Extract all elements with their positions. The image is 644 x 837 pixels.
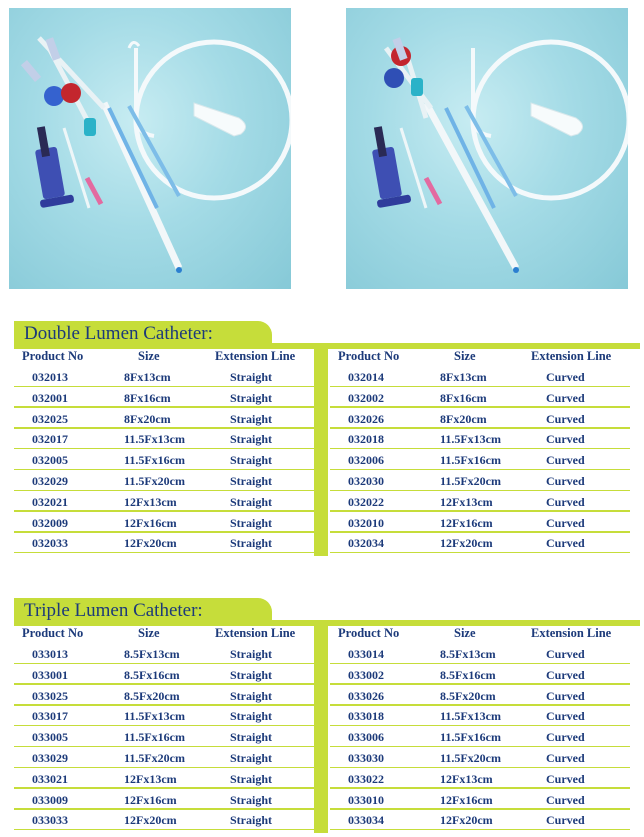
header-product-no: Product No bbox=[338, 349, 400, 363]
row-separator bbox=[330, 469, 630, 471]
table-header bbox=[14, 349, 314, 367]
row-separator bbox=[330, 704, 630, 706]
extension-line-cell: Curved bbox=[546, 709, 585, 724]
product-no-cell: 033021 bbox=[32, 771, 68, 786]
size-cell: 11.5Fx16cm bbox=[440, 453, 501, 468]
product-no-cell: 033034 bbox=[348, 813, 384, 828]
table-row bbox=[330, 471, 630, 491]
row-separator bbox=[330, 663, 630, 665]
row-separator bbox=[14, 386, 314, 388]
size-cell: 8.5Fx20cm bbox=[124, 688, 180, 703]
row-separator bbox=[330, 746, 630, 748]
size-cell: 8.5Fx16cm bbox=[440, 667, 496, 682]
extension-line-cell: Curved bbox=[546, 771, 585, 786]
product-no-cell: 032006 bbox=[348, 453, 384, 468]
extension-line-cell: Straight bbox=[230, 667, 272, 682]
product-no-cell: 033030 bbox=[348, 751, 384, 765]
size-cell: 12Fx20cm bbox=[440, 536, 493, 551]
table-row bbox=[330, 367, 630, 387]
product-no-cell: 033002 bbox=[348, 667, 384, 682]
size-cell: 11.5Fx13cm bbox=[440, 432, 501, 447]
section-banner-double bbox=[14, 321, 272, 349]
table-row bbox=[14, 748, 314, 768]
size-cell: 8.5Fx16cm bbox=[124, 667, 180, 682]
extension-line-cell: Straight bbox=[230, 709, 272, 724]
product-no-cell: 032021 bbox=[32, 494, 68, 509]
size-cell: 12Fx13cm bbox=[440, 494, 493, 509]
product-no-cell: 033014 bbox=[348, 647, 384, 661]
catheter-kit-photo-right bbox=[346, 8, 628, 289]
extension-line-cell: Straight bbox=[230, 730, 272, 745]
row-separator bbox=[330, 787, 630, 789]
size-cell: 8.5Fx20cm bbox=[440, 688, 496, 703]
header-extension-line: Extension Line bbox=[531, 626, 612, 640]
size-cell: 11.5Fx13cm bbox=[124, 709, 185, 724]
product-no-cell: 032033 bbox=[32, 536, 68, 551]
size-cell: 8Fx13cm bbox=[440, 370, 487, 384]
size-cell: 12Fx16cm bbox=[124, 515, 177, 530]
header-size: Size bbox=[138, 626, 160, 640]
size-cell: 11.5Fx13cm bbox=[124, 432, 185, 447]
size-cell: 8.5Fx13cm bbox=[124, 647, 180, 661]
section-banner-triple bbox=[14, 598, 272, 626]
catheter-kit-illustration bbox=[346, 8, 628, 289]
product-no-cell: 033029 bbox=[32, 751, 68, 765]
extension-line-cell: Curved bbox=[546, 536, 585, 551]
catheter-kit-illustration bbox=[9, 8, 291, 289]
table-half-right bbox=[330, 626, 630, 833]
table-half-right bbox=[330, 349, 630, 556]
row-separator bbox=[330, 406, 630, 408]
size-cell: 11.5Fx20cm bbox=[440, 474, 501, 488]
size-cell: 8Fx16cm bbox=[440, 390, 487, 405]
extension-line-cell: Curved bbox=[546, 688, 585, 703]
table-half-left bbox=[14, 349, 314, 556]
row-separator bbox=[330, 510, 630, 512]
table-row bbox=[330, 429, 630, 449]
size-cell: 11.5Fx16cm bbox=[440, 730, 501, 745]
product-no-cell: 032030 bbox=[348, 474, 384, 488]
row-separator bbox=[330, 427, 630, 429]
extension-line-cell: Straight bbox=[230, 370, 272, 384]
product-no-cell: 032025 bbox=[32, 411, 68, 426]
table-row bbox=[14, 429, 314, 449]
row-separator bbox=[14, 746, 314, 748]
table-row bbox=[330, 790, 630, 810]
product-no-cell: 033009 bbox=[32, 792, 68, 807]
product-no-cell: 032018 bbox=[348, 432, 384, 447]
extension-line-cell: Curved bbox=[546, 411, 585, 426]
row-separator bbox=[14, 469, 314, 471]
size-cell: 12Fx20cm bbox=[124, 536, 177, 551]
row-separator bbox=[14, 663, 314, 665]
table-row bbox=[14, 769, 314, 789]
product-no-cell: 032034 bbox=[348, 536, 384, 551]
extension-line-cell: Straight bbox=[230, 813, 272, 828]
table-row bbox=[330, 644, 630, 664]
table-row bbox=[14, 409, 314, 429]
extension-line-cell: Straight bbox=[230, 688, 272, 703]
row-separator bbox=[14, 767, 314, 769]
row-separator bbox=[330, 386, 630, 388]
table-divider bbox=[314, 626, 328, 833]
table-row bbox=[14, 533, 314, 553]
row-separator bbox=[14, 448, 314, 450]
size-cell: 11.5Fx20cm bbox=[124, 474, 185, 488]
extension-line-cell: Straight bbox=[230, 751, 272, 765]
table-row bbox=[14, 388, 314, 408]
row-separator bbox=[330, 767, 630, 769]
extension-line-cell: Curved bbox=[546, 432, 585, 447]
extension-line-cell: Curved bbox=[546, 515, 585, 530]
header-size: Size bbox=[454, 349, 476, 363]
row-separator bbox=[330, 683, 630, 685]
table-row bbox=[14, 706, 314, 726]
size-cell: 11.5Fx20cm bbox=[440, 751, 501, 765]
product-no-cell: 033022 bbox=[348, 771, 384, 786]
extension-line-cell: Straight bbox=[230, 474, 272, 488]
table-row bbox=[14, 367, 314, 387]
product-table-triple bbox=[14, 626, 630, 833]
product-no-cell: 033026 bbox=[348, 688, 384, 703]
extension-line-cell: Straight bbox=[230, 390, 272, 405]
header-size: Size bbox=[138, 349, 160, 363]
extension-line-cell: Straight bbox=[230, 453, 272, 468]
section-title: Double Lumen Catheter: bbox=[24, 323, 213, 344]
row-separator bbox=[330, 829, 630, 831]
row-separator bbox=[330, 552, 630, 554]
row-separator bbox=[14, 808, 314, 810]
product-no-cell: 032001 bbox=[32, 390, 68, 405]
extension-line-cell: Straight bbox=[230, 792, 272, 807]
size-cell: 12Fx13cm bbox=[124, 771, 177, 786]
size-cell: 12Fx13cm bbox=[440, 771, 493, 786]
table-row bbox=[14, 665, 314, 685]
row-separator bbox=[14, 725, 314, 727]
table-row bbox=[330, 492, 630, 512]
table-header bbox=[14, 626, 314, 644]
size-cell: 11.5Fx16cm bbox=[124, 730, 185, 745]
header-size: Size bbox=[454, 626, 476, 640]
product-no-cell: 033018 bbox=[348, 709, 384, 724]
row-separator bbox=[14, 683, 314, 685]
table-header bbox=[330, 349, 630, 367]
size-cell: 8Fx20cm bbox=[440, 411, 487, 426]
extension-line-cell: Curved bbox=[546, 667, 585, 682]
row-separator bbox=[14, 552, 314, 554]
size-cell: 12Fx16cm bbox=[440, 792, 493, 807]
table-row bbox=[14, 727, 314, 747]
size-cell: 8.5Fx13cm bbox=[440, 647, 496, 661]
product-no-cell: 032014 bbox=[348, 370, 384, 384]
header-product-no: Product No bbox=[338, 626, 400, 640]
size-cell: 11.5Fx20cm bbox=[124, 751, 185, 765]
product-no-cell: 032010 bbox=[348, 515, 384, 530]
table-row bbox=[14, 686, 314, 706]
table-divider bbox=[314, 349, 328, 556]
extension-line-cell: Straight bbox=[230, 494, 272, 509]
extension-line-cell: Straight bbox=[230, 432, 272, 447]
table-row bbox=[14, 644, 314, 664]
row-separator bbox=[14, 704, 314, 706]
extension-line-cell: Curved bbox=[546, 494, 585, 509]
product-no-cell: 032002 bbox=[348, 390, 384, 405]
product-no-cell: 032009 bbox=[32, 515, 68, 530]
product-no-cell: 033006 bbox=[348, 730, 384, 745]
table-row bbox=[330, 748, 630, 768]
product-no-cell: 032022 bbox=[348, 494, 384, 509]
row-separator bbox=[14, 427, 314, 429]
row-separator bbox=[14, 829, 314, 831]
size-cell: 8Fx16cm bbox=[124, 390, 171, 405]
table-row bbox=[14, 471, 314, 491]
table-row bbox=[14, 790, 314, 810]
row-separator bbox=[14, 787, 314, 789]
extension-line-cell: Curved bbox=[546, 453, 585, 468]
product-no-cell: 032026 bbox=[348, 411, 384, 426]
table-row bbox=[330, 727, 630, 747]
extension-line-cell: Curved bbox=[546, 813, 585, 828]
table-row bbox=[330, 450, 630, 470]
header-extension-line: Extension Line bbox=[531, 349, 612, 363]
table-row bbox=[14, 810, 314, 830]
table-row bbox=[14, 450, 314, 470]
header-product-no: Product No bbox=[22, 626, 84, 640]
table-half-left bbox=[14, 626, 314, 833]
extension-line-cell: Straight bbox=[230, 411, 272, 426]
size-cell: 12Fx16cm bbox=[440, 515, 493, 530]
extension-line-cell: Straight bbox=[230, 647, 272, 661]
product-no-cell: 033001 bbox=[32, 667, 68, 682]
row-separator bbox=[14, 490, 314, 492]
extension-line-cell: Straight bbox=[230, 515, 272, 530]
table-row bbox=[330, 388, 630, 408]
extension-line-cell: Curved bbox=[546, 792, 585, 807]
table-row bbox=[330, 686, 630, 706]
row-separator bbox=[330, 531, 630, 533]
row-separator bbox=[330, 725, 630, 727]
section-title: Triple Lumen Catheter: bbox=[24, 600, 203, 621]
extension-line-cell: Curved bbox=[546, 474, 585, 488]
row-separator bbox=[330, 490, 630, 492]
table-row bbox=[330, 665, 630, 685]
extension-line-cell: Curved bbox=[546, 751, 585, 765]
table-row bbox=[14, 492, 314, 512]
row-separator bbox=[330, 808, 630, 810]
size-cell: 11.5Fx13cm bbox=[440, 709, 501, 724]
table-row bbox=[14, 513, 314, 533]
product-no-cell: 032029 bbox=[32, 474, 68, 488]
table-row bbox=[330, 513, 630, 533]
extension-line-cell: Curved bbox=[546, 370, 585, 384]
row-separator bbox=[14, 531, 314, 533]
size-cell: 12Fx13cm bbox=[124, 494, 177, 509]
extension-line-cell: Curved bbox=[546, 390, 585, 405]
table-row bbox=[330, 769, 630, 789]
product-table-double bbox=[14, 349, 630, 556]
extension-line-cell: Straight bbox=[230, 771, 272, 786]
product-no-cell: 032017 bbox=[32, 432, 68, 447]
size-cell: 8Fx13cm bbox=[124, 370, 171, 384]
catheter-kit-photo-left bbox=[9, 8, 291, 289]
product-no-cell: 033013 bbox=[32, 647, 68, 661]
size-cell: 12Fx20cm bbox=[124, 813, 177, 828]
size-cell: 12Fx16cm bbox=[124, 792, 177, 807]
row-separator bbox=[14, 406, 314, 408]
product-no-cell: 032013 bbox=[32, 370, 68, 384]
row-separator bbox=[14, 510, 314, 512]
size-cell: 11.5Fx16cm bbox=[124, 453, 185, 468]
extension-line-cell: Straight bbox=[230, 536, 272, 551]
table-row bbox=[330, 533, 630, 553]
size-cell: 8Fx20cm bbox=[124, 411, 171, 426]
header-extension-line: Extension Line bbox=[215, 626, 296, 640]
header-extension-line: Extension Line bbox=[215, 349, 296, 363]
header-product-no: Product No bbox=[22, 349, 84, 363]
extension-line-cell: Curved bbox=[546, 730, 585, 745]
product-no-cell: 033033 bbox=[32, 813, 68, 828]
table-row bbox=[330, 810, 630, 830]
product-no-cell: 033005 bbox=[32, 730, 68, 745]
size-cell: 12Fx20cm bbox=[440, 813, 493, 828]
product-no-cell: 033025 bbox=[32, 688, 68, 703]
table-header bbox=[330, 626, 630, 644]
product-no-cell: 033017 bbox=[32, 709, 68, 724]
table-row bbox=[330, 409, 630, 429]
product-no-cell: 032005 bbox=[32, 453, 68, 468]
row-separator bbox=[330, 448, 630, 450]
product-no-cell: 033010 bbox=[348, 792, 384, 807]
table-row bbox=[330, 706, 630, 726]
extension-line-cell: Curved bbox=[546, 647, 585, 661]
